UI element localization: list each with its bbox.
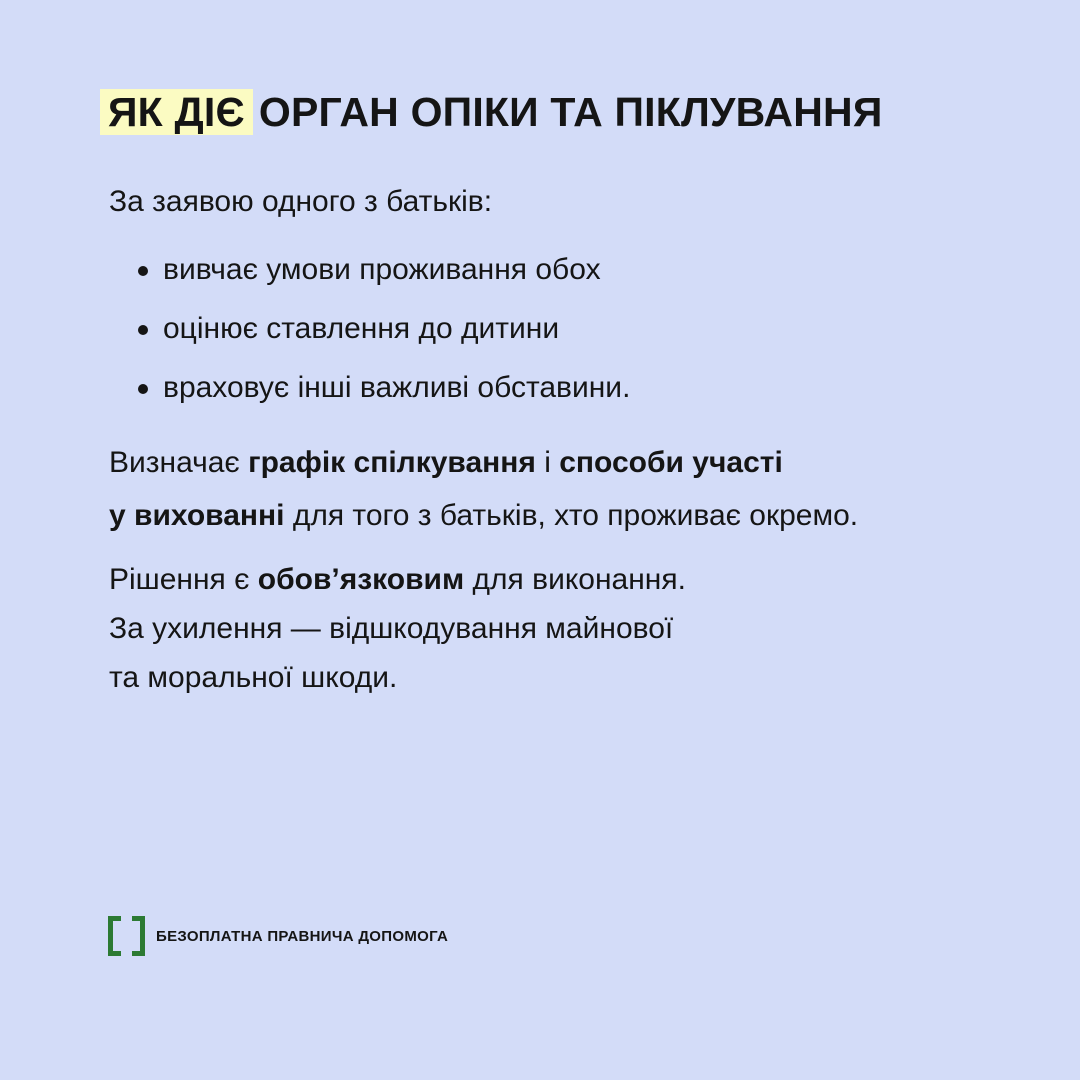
list-item-text: оцінює ставлення до дитини (163, 312, 560, 345)
text-segment: для того з батьків, хто проживає окремо. (284, 499, 859, 532)
organization-logo (108, 917, 448, 955)
bullet-dot-icon (138, 384, 148, 394)
intro-text: За заявою одного з батьків: (109, 185, 493, 218)
paragraph-schedule (109, 436, 858, 542)
bold-segment: графік спілкування (248, 446, 536, 479)
title-rest: ОРГАН ОПІКИ ТА ПІКЛУВАННЯ (258, 89, 883, 135)
text-segment: Визначає (109, 446, 249, 479)
text-segment: для виконання. (464, 563, 686, 596)
list-item (109, 364, 630, 423)
left-bracket-icon (108, 916, 121, 956)
list-item-text: враховує інші важливі обставини. (163, 371, 631, 404)
right-bracket-icon (132, 916, 145, 956)
page-title (100, 86, 882, 138)
bullet-dot-icon (138, 266, 148, 276)
bullet-dot-icon (138, 325, 148, 335)
list-item (109, 305, 630, 364)
logo-text: БЕЗОПЛАТНА ПРАВНИЧА ДОПОМОГА (156, 927, 449, 945)
bold-segment: способи участі (559, 446, 783, 479)
text-segment: і (535, 446, 560, 479)
paragraph-decision (109, 555, 686, 702)
text-segment: та моральної шкоди. (109, 661, 398, 694)
list-item-text: вивчає умови проживання обох (163, 253, 601, 286)
text-segment: Рішення є (109, 563, 258, 596)
bold-segment: обов’язковим (257, 563, 465, 596)
text-segment: За ухилення — відшкодування майнової (109, 612, 674, 645)
bold-segment: у вихованні (109, 499, 285, 532)
title-highlight: ЯК ДІЄ (100, 89, 253, 135)
bullet-list (109, 246, 630, 423)
list-item (109, 246, 630, 305)
